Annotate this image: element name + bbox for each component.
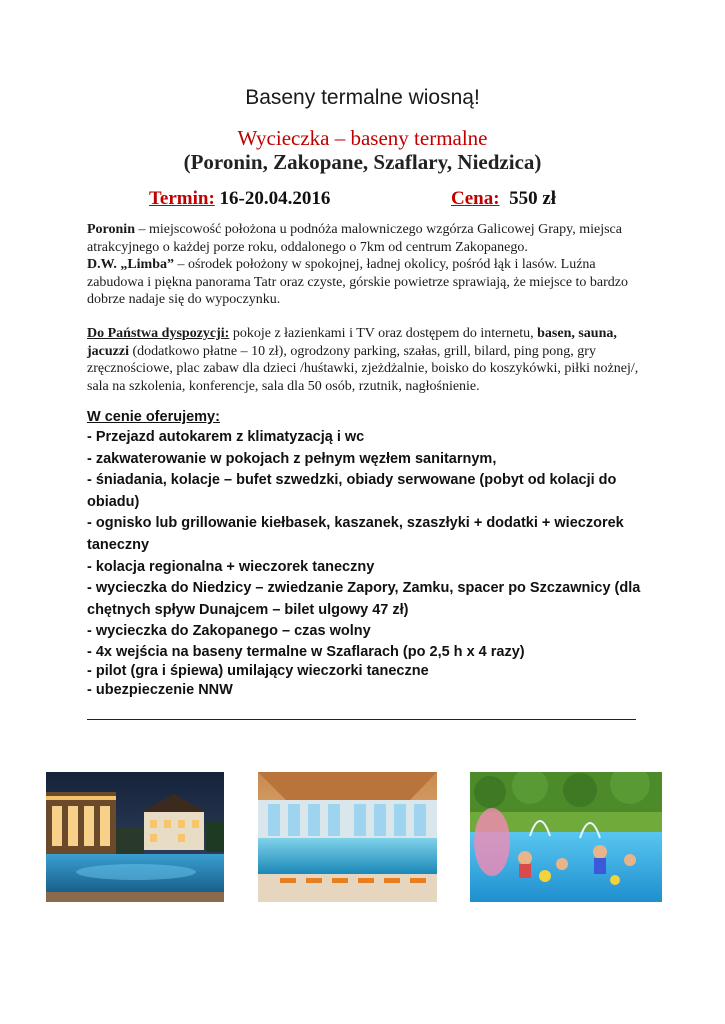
term-value: 16-20.04.2016 — [219, 188, 331, 209]
price-row — [451, 188, 556, 210]
location-description — [87, 221, 647, 309]
poronin-name: Poronin — [87, 222, 135, 237]
offer-item: - pilot (gra i śpiewa) umilający wieczorki taneczne — [87, 662, 429, 679]
indoor-pool-photo — [258, 772, 437, 902]
offer-item: - wycieczka do Niedzicy – zwiedzanie Zapory, Zamku, spacer po Szczawnicy (dla chętnych spływ Dunajcem – bilet ulgowy 47 zł) — [87, 580, 641, 618]
amenities-paragraph — [87, 325, 647, 395]
offer-item: - 4x wejścia na baseny termalne w Szaflarach (po 2,5 h x 4 razy) — [87, 643, 525, 660]
offer-item: - wycieczka do Zakopanego – czas wolny — [87, 623, 371, 640]
offer-item: - ubezpieczenie NNW — [87, 681, 233, 698]
amenities-bold: basen, sauna, jacuzzi — [87, 326, 617, 359]
offer-item: - zakwaterowanie w pokojach z pełnym węzłem sanitarnym, — [87, 450, 497, 467]
amenities-text-2: (dodatkowo płatne – 10 zł), ogrodzony parking, szałas, grill, bilard, ping pong, gry zręcznościowe, plac zabaw dla dzieci /huśtawki, zjeżdżalnie, boisko do koszykówki, piłki nożnej/, sala na szkolenia, konferencje, sala dla 50 osób, rzutnik, nagłośnienie. — [87, 343, 639, 394]
poronin-text: – miejscowość położona u podnóża malowniczego wzgórza Galicowej Grapy, miejsca atrakcyjnego o każdej porze roku, oddalonego o 7km od centrum Zakopanego. — [87, 222, 622, 255]
outdoor-pool-people-photo — [470, 772, 662, 902]
offer-item: - Przejazd autokarem z klimatyzacją i wc — [87, 429, 365, 445]
offer-item: - śniadania, kolacje – bufet szwedzki, obiady serwowane (pobyt od kolacji do obiadu) — [87, 472, 617, 510]
offer-item: - ognisko lub grillowanie kiełbasek, kaszanek, szaszłyki + dodatki + wieczorek taneczny — [87, 515, 624, 553]
limba-name: D.W. „Limba” — [87, 257, 175, 272]
limba-text: – ośrodek położony w spokojnej, ładnej okolicy, pośród łąk i lasów. Luźna zabudowa i piękna panorama Tatr oraz czyste, górskie powietrze sprawiają, że miejsce to bardzo dobrze nadaje się do wypoczynku. — [87, 257, 629, 307]
price-value: 550 zł — [509, 188, 557, 209]
offer-heading: W cenie oferujemy: — [87, 409, 220, 425]
trip-title: Wycieczka – baseny termalne — [237, 126, 488, 150]
hotel-pool-night-photo — [46, 772, 224, 902]
offer-section — [87, 407, 647, 700]
term-label: Termin: — [149, 188, 215, 209]
offer-item: - kolacja regionalna + wieczorek taneczny — [87, 558, 375, 575]
offer-list — [87, 427, 647, 700]
page-title: Baseny termalne wiosną! — [245, 86, 480, 109]
trip-locations: (Poronin, Zakopane, Szaflary, Niedzica) — [183, 150, 542, 174]
term-row — [149, 188, 330, 210]
amenities-text-1: pokoje z łazienkami i TV oraz dostępem do internetu, — [229, 326, 538, 341]
price-label: Cena: — [451, 188, 500, 209]
divider-line — [87, 719, 636, 720]
amenities-label: Do Państwa dyspozycji: — [87, 326, 230, 341]
